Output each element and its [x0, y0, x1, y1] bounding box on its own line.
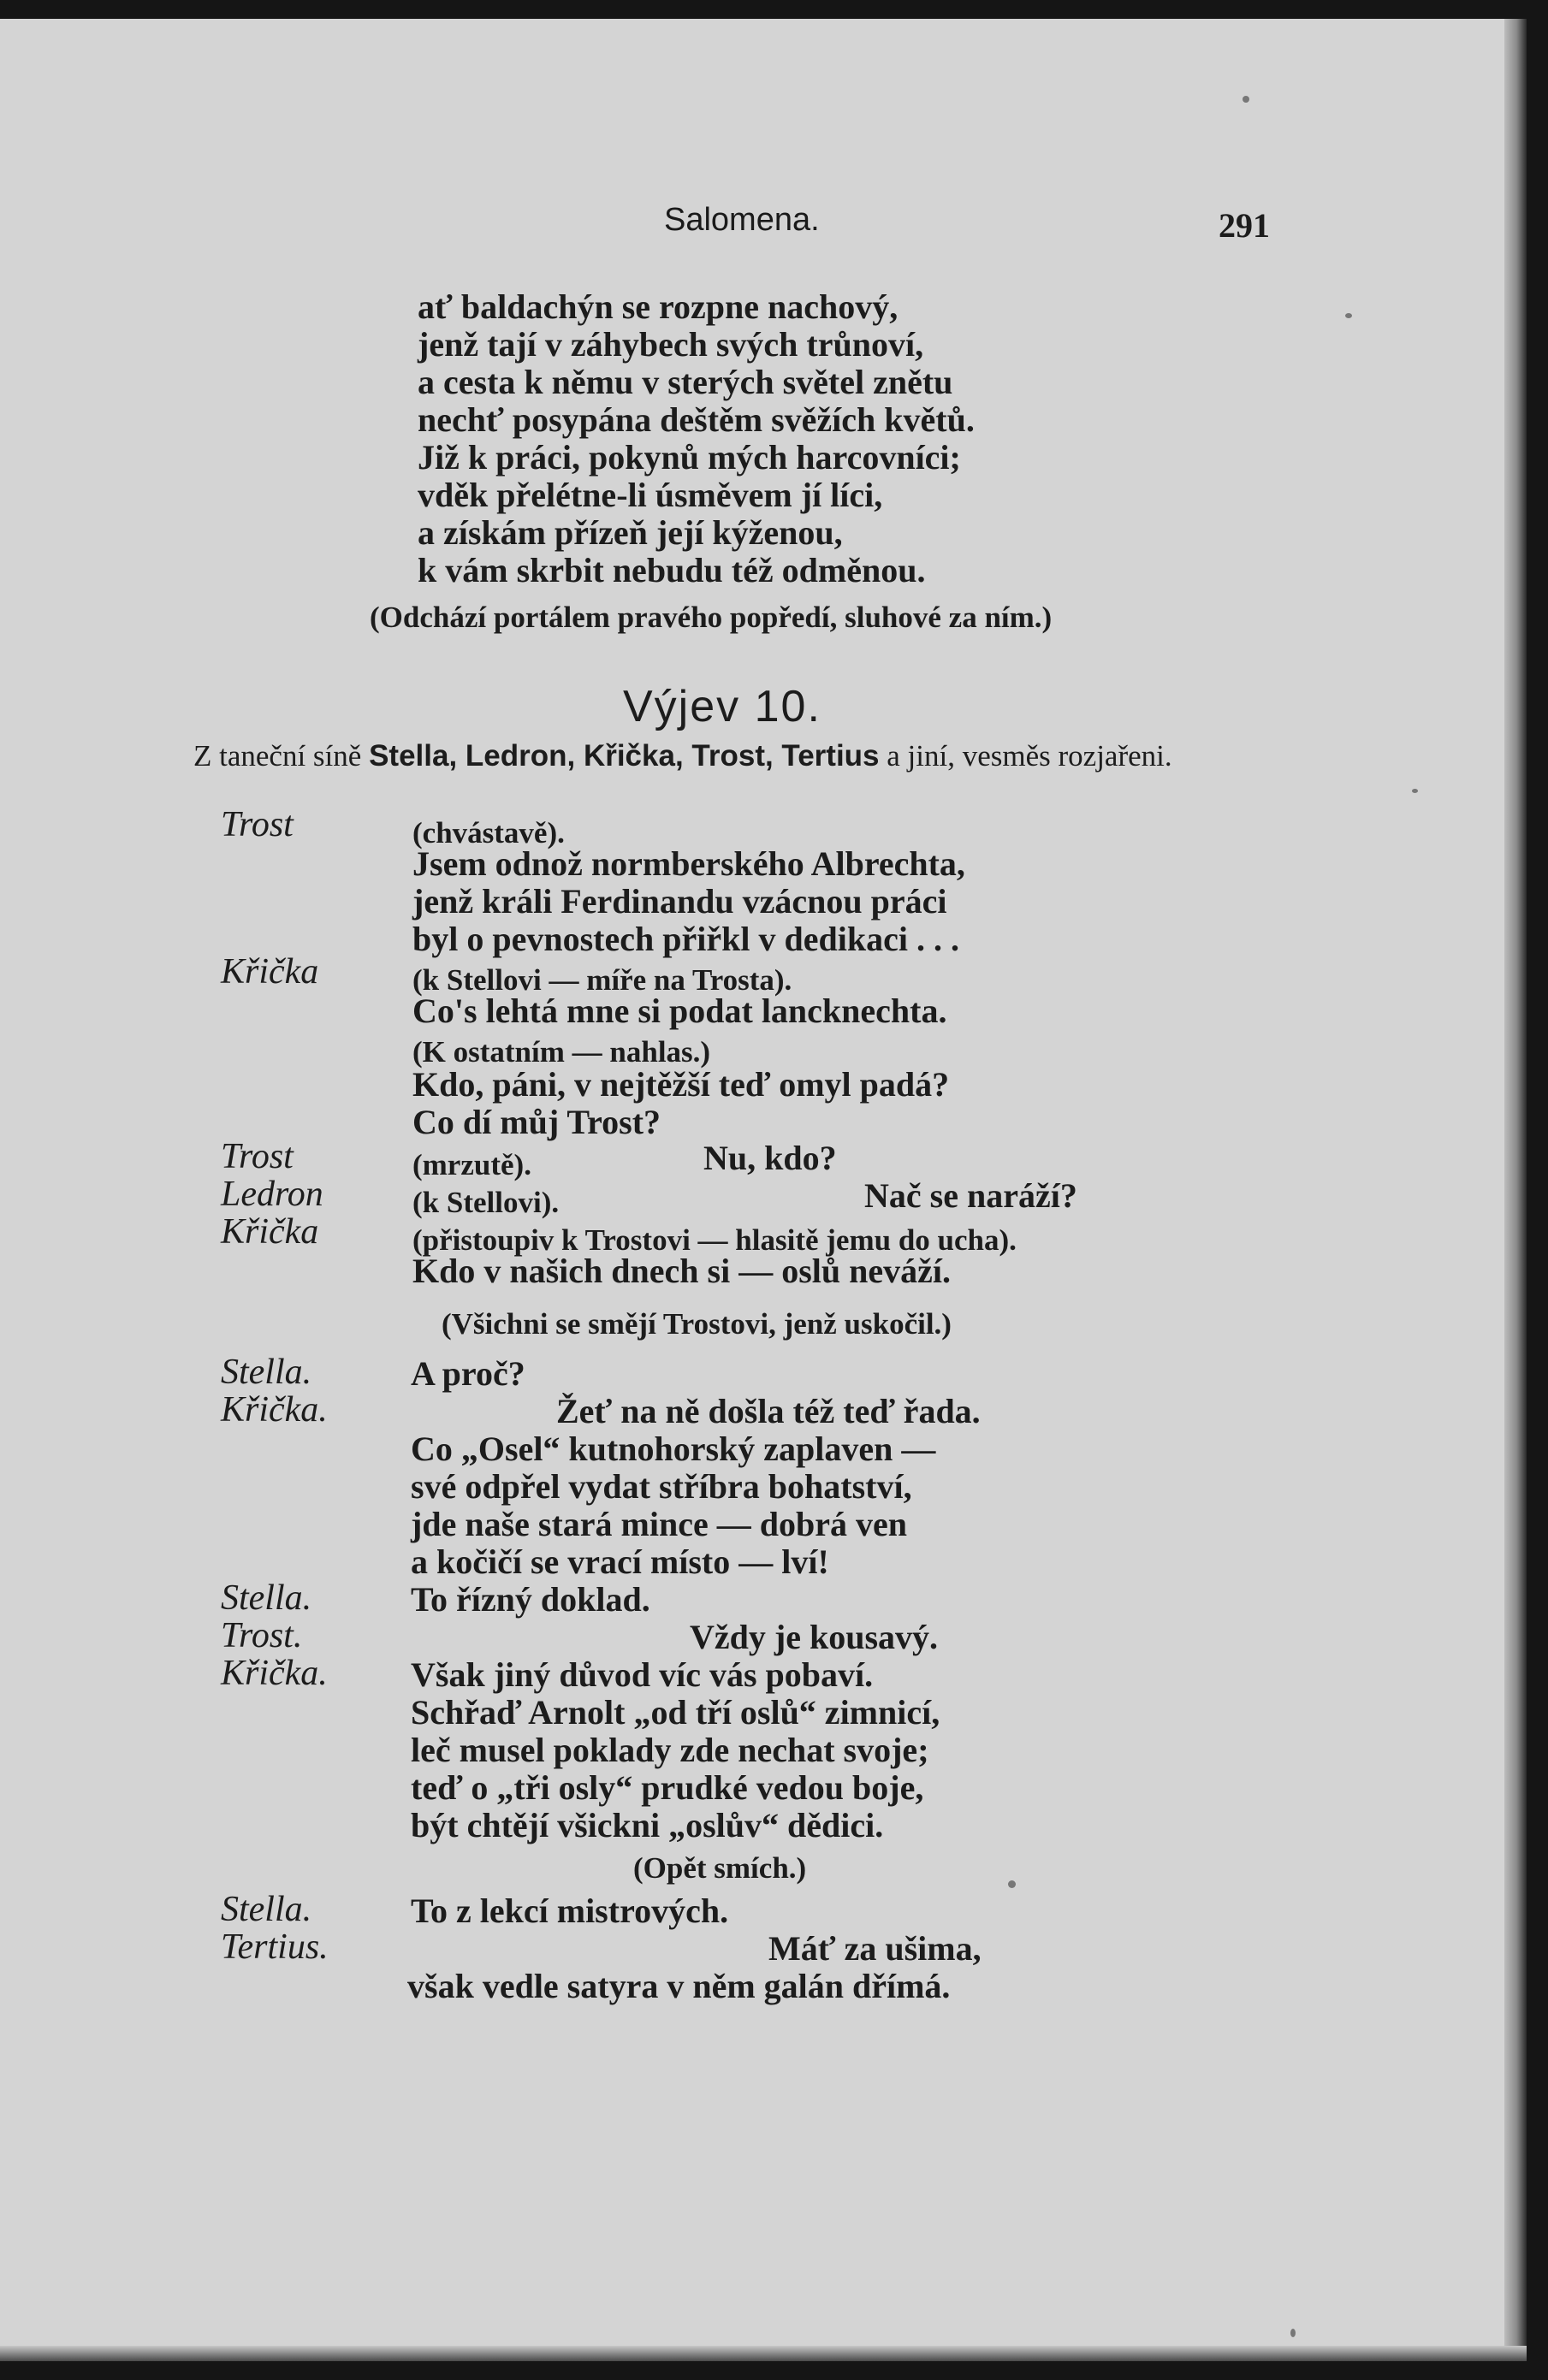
page-edge-shadow — [1504, 19, 1527, 2361]
verse-line: k vám skrbit nebudu též odměnou. — [418, 551, 926, 589]
dialogue-line: Nu, kdo? — [703, 1139, 837, 1177]
book-page — [0, 19, 1527, 2361]
stage-direction: (Odchází portálem pravého popředí, sluhové za ním.) — [370, 601, 1053, 634]
stage-direction: (K ostatním — nahlas.) — [412, 1035, 711, 1069]
dialogue-line: a kočičí se vrací místo — lví! — [411, 1542, 829, 1581]
dialogue-line: Vždy je kousavý. — [690, 1618, 939, 1656]
speaker-name: Stella. — [221, 1353, 312, 1392]
speaker-name: Trost. — [221, 1616, 303, 1655]
dialogue-line: Kdo, páni, v nejtěžší teď omyl padá? — [412, 1065, 950, 1104]
dialogue-line: leč musel poklady zde nechat svoje; — [411, 1731, 929, 1769]
dialogue-line: byl o pevnostech přiřkl v dedikaci . . . — [412, 920, 959, 958]
stage-direction: (k Stellovi). — [412, 1186, 560, 1219]
scene-description — [193, 739, 1172, 773]
verse-line: vděk přelétne-li úsměvem jí líci, — [418, 476, 883, 514]
speaker-name: Stella. — [221, 1890, 312, 1929]
speaker-name: Křička. — [221, 1390, 328, 1430]
dialogue-line: Co's lehtá mne si podat lancknechta. — [412, 992, 947, 1030]
dialogue-line: však vedle satyra v něm galán dřímá. — [407, 1967, 951, 2005]
dialogue-line: teď o „tři osly“ prudké vedou boje, — [411, 1768, 924, 1807]
verse-line: jenž tají v záhybech svých trůnoví, — [418, 325, 924, 364]
dialogue-line: Máť za ušima, — [768, 1929, 982, 1968]
page-number: 291 — [1219, 206, 1270, 245]
dialogue-line: Žeť na ně došla též teď řada. — [556, 1392, 981, 1430]
dialogue-line: Schřaď Arnolt „od tří oslů“ zimnicí, — [411, 1693, 940, 1732]
stage-direction: (Všichni se smějí Trostovi, jenž uskočil.) — [442, 1307, 952, 1341]
dialogue-line: To řízný doklad. — [411, 1580, 650, 1619]
dialogue-line: Nač se naráží? — [864, 1176, 1077, 1215]
dialogue-line: Co „Osel“ kutnohorský zaplaven — — [411, 1430, 936, 1468]
dialogue-line: své odpřel vydat stříbra bohatství, — [411, 1467, 912, 1506]
stage-direction: (Opět smích.) — [633, 1851, 807, 1885]
stage-direction: (k Stellovi — míře na Trosta). — [412, 963, 792, 997]
print-speck — [1243, 96, 1249, 103]
dialogue-line: Co dí můj Trost? — [412, 1103, 661, 1141]
print-speck — [1345, 313, 1352, 318]
stage-direction: (přistoupiv k Trostovi — hlasitě jemu do ucha). — [412, 1223, 1017, 1257]
print-speck — [1008, 1880, 1016, 1888]
speaker-name: Trost — [221, 1137, 294, 1176]
verse-line: nechť posypána deštěm svěžích květů. — [418, 400, 975, 439]
stage-direction: (chvástavě). — [412, 816, 565, 850]
speaker-name: Křička — [221, 1212, 319, 1252]
dialogue-line: jenž králi Ferdinandu vzácnou práci — [412, 882, 947, 921]
scene-desc-suffix: a jiní, vesměs rozjařeni. — [879, 739, 1172, 773]
running-header: Salomena. — [664, 202, 820, 238]
speaker-name: Stella. — [221, 1578, 312, 1618]
speaker-name: Křička. — [221, 1654, 328, 1693]
dialogue-line: Však jiný důvod víc vás pobaví. — [411, 1655, 874, 1694]
scene-title: Výjev 10. — [623, 682, 821, 731]
scene-desc-names: Stella, Ledron, Křička, Trost, Tertius — [369, 739, 880, 773]
dialogue-line: jde naše stará mince — dobrá ven — [411, 1505, 907, 1543]
speaker-name: Ledron — [221, 1175, 323, 1214]
verse-line: Již k práci, pokynů mých harcovníci; — [418, 438, 961, 477]
dialogue-line: A proč? — [411, 1354, 525, 1393]
dialogue-line: být chtějí všickni „oslův“ dědici. — [411, 1806, 884, 1844]
speaker-name: Trost — [221, 805, 294, 844]
stage-direction: (mrzutě). — [412, 1148, 531, 1181]
print-speck — [1412, 789, 1418, 793]
speaker-name: Tertius. — [221, 1927, 329, 1967]
verse-line: a cesta k němu v sterých světel znětu — [418, 363, 953, 401]
verse-line: ať baldachýn se rozpne nachový, — [418, 287, 899, 326]
dialogue-line: Kdo v našich dnech si — oslů neváží. — [412, 1252, 952, 1290]
scene-desc-prefix: Z taneční síně — [193, 739, 370, 773]
dialogue-line: To z lekcí mistrových. — [411, 1892, 729, 1930]
print-speck — [1290, 2329, 1296, 2337]
dialogue-line: Jsem odnož normberského Albrechta, — [412, 844, 965, 883]
page-bottom-edge — [0, 2346, 1527, 2361]
speaker-name: Křička — [221, 952, 319, 992]
verse-line: a získám přízeň její kýženou, — [418, 513, 843, 552]
